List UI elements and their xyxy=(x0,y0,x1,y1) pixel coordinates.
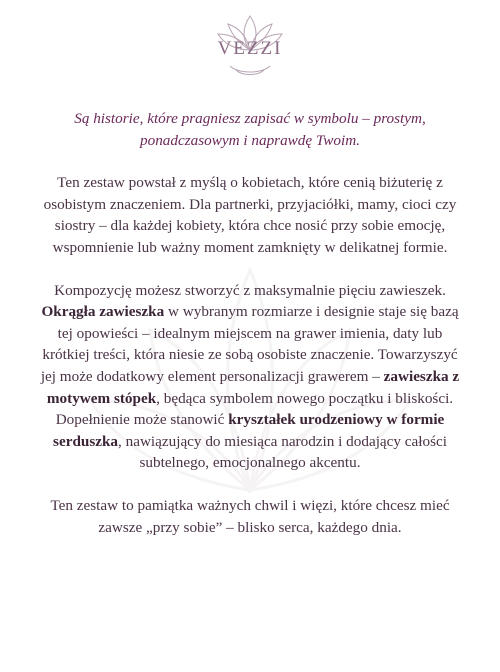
intro-text: Są historie, które pragniesz zapisać w symbolu – prostym, ponadczasowym i naprawdę Twoim. xyxy=(74,110,426,149)
paragraph-3: Ten zestaw to pamiątka ważnych chwil i więzi, które chcesz mieć zawsze „przy sobie” – blisko serca, każdego dnia. xyxy=(50,496,450,536)
paragraph-2-text: , będąca symbolem nowego początku i bliskości. Dopełnienie może stanowić xyxy=(55,389,454,429)
highlight-feet-charm: zawieszka z motywem stópek xyxy=(46,367,460,407)
paragraph-2 xyxy=(40,280,460,474)
paragraph-1: Ten zestaw powstał z myślą o kobietach, które cenią biżuterię z osobistym znaczeniem. Dla partnerki, przyjaciółki, mamy, cioci czy siostry – dla każdej kobiety, która chce nosić przy sobie emocję, wspomnienie lub ważny moment zamknięty w delikatnej formie. xyxy=(43,174,457,256)
brand-name: VEZZI xyxy=(217,38,283,59)
highlight-round-charm: Okrągła zawieszka xyxy=(41,303,165,321)
paragraph-2-text: , nawiązujący do miesiąca narodzin i dodający całości subtelnego, emocjonalnego akcentu. xyxy=(118,432,447,472)
paragraph-2-text: Kompozycję możesz stworzyć z maksymalnie pięciu zawieszek. xyxy=(54,281,446,299)
description xyxy=(40,108,460,559)
highlight-birthstone: kryształek urodzeniowy w formie serduszka xyxy=(53,411,445,450)
paragraph-2-text: w wybranym rozmiarze i designie staje się bazą tej opowieści – idealnym miejscem na grawer imienia, daty lub krótkiej treści, która niesie ze sobą osobiste znaczenie. Towarzyszyć jej może dodatkowy element personalizacji grawerem – xyxy=(40,303,459,385)
